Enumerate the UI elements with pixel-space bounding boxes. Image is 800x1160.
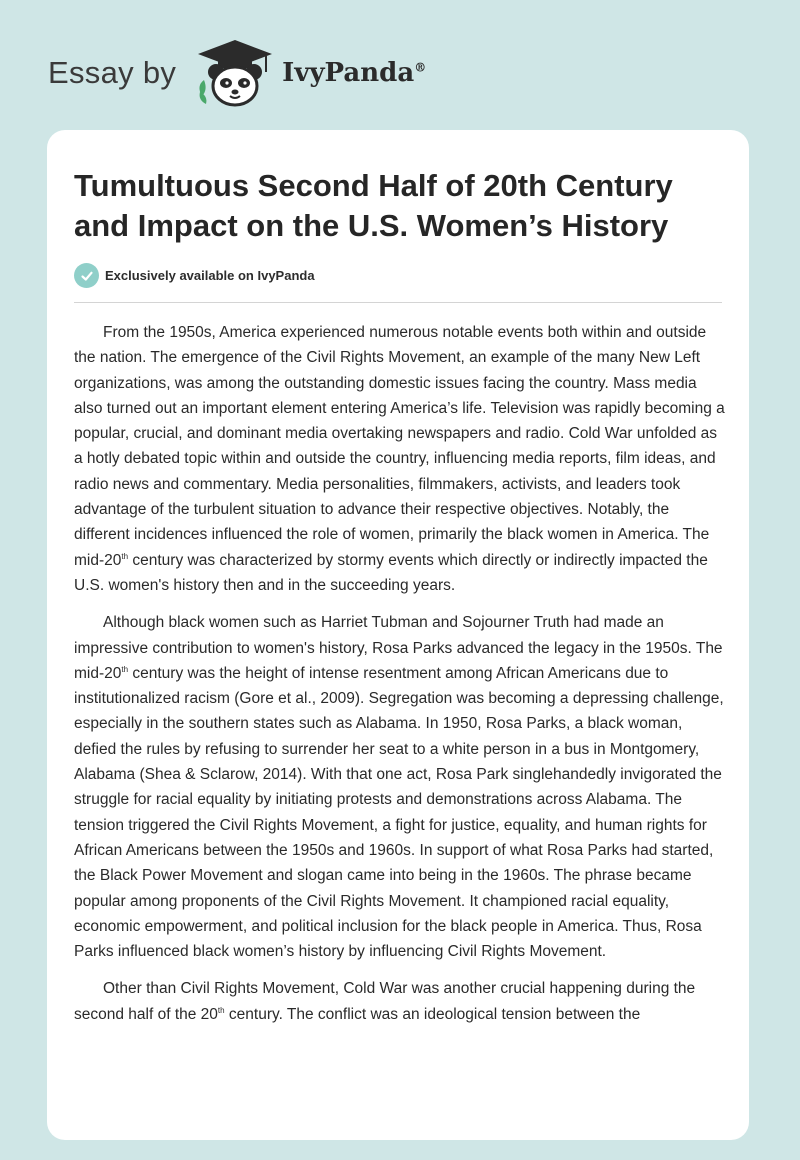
paragraph-2: Although black women such as Harriet Tubman and Sojourner Truth had made an impressive contribution to women's history, Rosa Parks advanced the legacy in the 1950s. The mid-20th century was the height of intense resentment among African Americans due to institutionalized racism (Gore et al., 2009). Segregation was becoming a depressing challenge, especially in the southern states such as Alabama. In 1950, Rosa Parks, a black woman, defied the rules by refusing to surrender her seat to a white person in a bus in Montgomery, Alabama (Shea & Sclarow, 2014). With that one act, Rosa Park singlehandedly invigorated the struggle for racial equality by initiating protests and demonstrations across Alabama. The tension triggered the Civil Rights Movement, a fight for justice, equality, and human rights for African Americans between the 1950s and 1960s. In support of what Rosa Parks had started, the Black Power Movement and slogan came into being in the 1960s. The phrase became popular among proponents of the Civil Rights Movement. It championed racial equality, economic empowerment, and political inclusion for the black people in America. Thus, Rosa Parks influenced black women’s history by influencing Civil Rights Movement. <box>74 614 724 961</box>
essay-body <box>74 320 726 1039</box>
paragraph-3: Other than Civil Rights Movement, Cold War was another crucial happening during the second half of the 20th century. The conflict was an ideological tension between the <box>74 980 696 1023</box>
exclusive-badge <box>74 263 315 288</box>
brand-header[interactable] <box>48 38 426 108</box>
brand-name: IvyPanda® <box>282 58 427 88</box>
divider <box>74 302 722 303</box>
check-icon <box>74 263 99 288</box>
paragraph-1: From the 1950s, America experienced numerous notable events both within and outside the nation. The emergence of the Civil Rights Movement, an example of the many New Left organizations, was among the outstanding domestic issues facing the country. Mass media also turned out an important element entering America’s life. Television was rapidly becoming a popular, crucial, and dominant media overtaking newspapers and radio. Cold War unfolded as a hotly debated topic within and outside the country, influencing media reports, film ideas, and radio news and commentary. Media personalities, filmmakers, activists, and leaders took advantage of the turbulent situation to advance their respective objectives. Notably, the different incidences influenced the role of women, primarily the black women in America. The mid-20th century was characterized by stormy events which directly or indirectly impacted the U.S. women's history then and in the succeeding years. <box>74 324 725 594</box>
essay-card <box>47 130 749 1140</box>
page-title: Tumultuous Second Half of 20th Century and Impact on the U.S. Women’s History <box>74 168 673 243</box>
exclusive-badge-label: Exclusively available on IvyPanda <box>105 268 315 283</box>
panda-graduate-icon <box>194 38 276 108</box>
brand-prefix: Essay by <box>48 55 177 90</box>
